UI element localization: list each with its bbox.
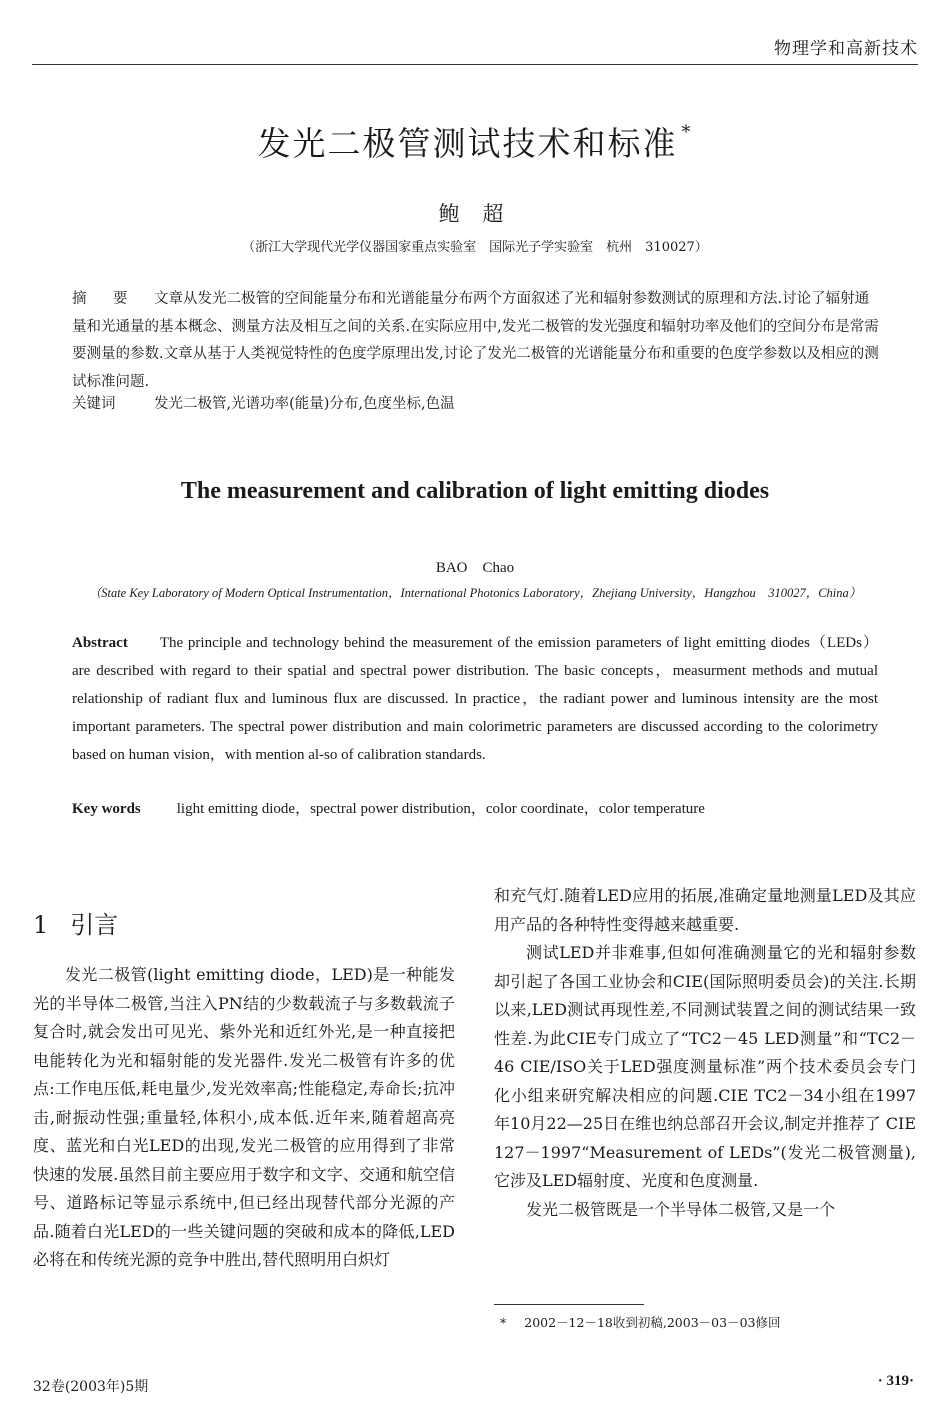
body-paragraph: 发光二极管既是一个半导体二极管,又是一个 xyxy=(526,1199,836,1219)
body-paragraph-continued: 和充气灯.随着LED应用的拓展,准确定量地测量LED及其应用产品的各种特性变得越来越重要. xyxy=(494,886,916,934)
title-english: The measurement and calibration of light emitting diodes xyxy=(180,478,770,504)
title-footnote-mark: * xyxy=(681,122,693,143)
body-column-left xyxy=(33,961,455,1275)
section-number: 1 xyxy=(33,911,49,939)
abstract-english xyxy=(72,629,878,769)
keywords-english xyxy=(72,797,878,818)
affiliation-english: （State Key Laboratory of Modern Optical Instrumentation，International Photonics Laboratory，Zhejiang University，Hangzhou 310027，China） xyxy=(88,586,862,600)
abstract-chinese-text: 文章从发光二极管的空间能量分布和光谱能量分布两个方面叙述了光和辐射参数测试的原理和方法.讨论了辐射通量和光通量的基本概念、测量方法及相互之间的关系.在实际应用中,发光二极管的发光强度和辐射功率及他们的空间分布是常需要测量的参数.文章从基于人类视觉特性的色度学原理出发,讨论了发光二极管的光谱能量分布和重要的色度学参数以及相应的测试标准问题. xyxy=(72,291,879,390)
keywords-english-label: Key words xyxy=(72,801,141,817)
body-paragraph: 测试LED并非难事,但如何准确测量它的光和辐射参数却引起了各国工业协会和CIE(国际照明委员会)的关注.长期以来,LED测试再现性差,不同测试装置之间的测试结果一致性差.为此CIE专门成立了“TC2－45 LED测量”和“TC2－46 CIE/ISO关于LED强度测量标准”两个技术委员会专门化小组来研究解决相应的问题.CIE TC2－34小组在1997年10月22—25日在维也纳总部召开会议,制定并推荐了 CIE 127－1997“Measurement of LEDs”(发光二极管测量),它涉及LED辐射度、光度和色度测量. xyxy=(494,943,916,1190)
page-number: · 319· xyxy=(877,1373,914,1389)
keywords-chinese xyxy=(72,392,880,413)
abstract-english-text: The principle and technology behind the measurement of the emission parameters of light emitting diodes（LEDs）are described with regard to their spatial and spectral power distribution. The basic concepts，measurment methods and mutual relationship of radiant flux and luminous flux are discussed. In practice，the radiant power and luminous intensity are the most important parameters. The spectral power distribution and main colorimetric parameters are discussed according to the colorimetry based on human vision，with mention al-so of calibration standards. xyxy=(72,635,878,763)
body-paragraph: 发光二极管(light emitting diode，LED)是一种能发光的半导体二极管,当注入PN结的少数载流子与多数载流子复合时,就会发出可见光、紫外光和近红外光,是一种直接把电能转化为光和辐射能的发光器件.发光二极管有许多的优点:工作电压低,耗电量少,发光效率高;性能稳定,寿命长;抗冲击,耐振动性强;重量轻,体积小,成本低.近年来,随着超高亮度、蓝光和白光LED的出现,发光二极管的应用得到了非常快速的发展.虽然目前主要应用于数字和文字、交通和航空信号、道路标记等显示系统中,但已经出现替代部分光源的产品.随着白光LED的一些关键问题的突破和成本的降低,LED必将在和传统光源的竞争中胜出,替代照明用白炽灯 xyxy=(33,965,455,1269)
footnote-mark: * xyxy=(500,1315,507,1330)
keywords-chinese-label: 关键词 xyxy=(72,396,116,412)
section-title: 引言 xyxy=(70,911,119,939)
journal-name: 物理学和高新技术 xyxy=(774,39,918,59)
footnote-rule xyxy=(494,1304,644,1305)
title-chinese-text: 发光二极管测试技术和标准 xyxy=(257,124,678,163)
affiliation-chinese: （浙江大学现代光学仪器国家重点实验室 国际光子学实验室 杭州 310027） xyxy=(242,240,708,255)
keywords-english-text: light emitting diode，spectral power distribution，color coordinate，color temperature xyxy=(176,801,705,817)
header-rule xyxy=(32,64,918,65)
section-heading xyxy=(33,905,118,940)
abstract-chinese-label: 摘 要 xyxy=(72,291,134,307)
author-english: BAO Chao xyxy=(435,560,515,576)
author-chinese: 鲍 超 xyxy=(438,202,512,226)
footer-volume-issue: 32卷(2003年)5期 xyxy=(33,1379,149,1395)
abstract-chinese xyxy=(72,286,880,396)
footnote-text: 2002－12－18收到初稿,2003－03－03修回 xyxy=(524,1315,781,1330)
footnote xyxy=(500,1313,780,1331)
keywords-chinese-text: 发光二极管,光谱功率(能量)分布,色度坐标,色温 xyxy=(154,396,455,412)
abstract-english-label: Abstract xyxy=(72,635,128,651)
title-chinese xyxy=(0,118,950,165)
body-column-right xyxy=(494,882,916,1224)
